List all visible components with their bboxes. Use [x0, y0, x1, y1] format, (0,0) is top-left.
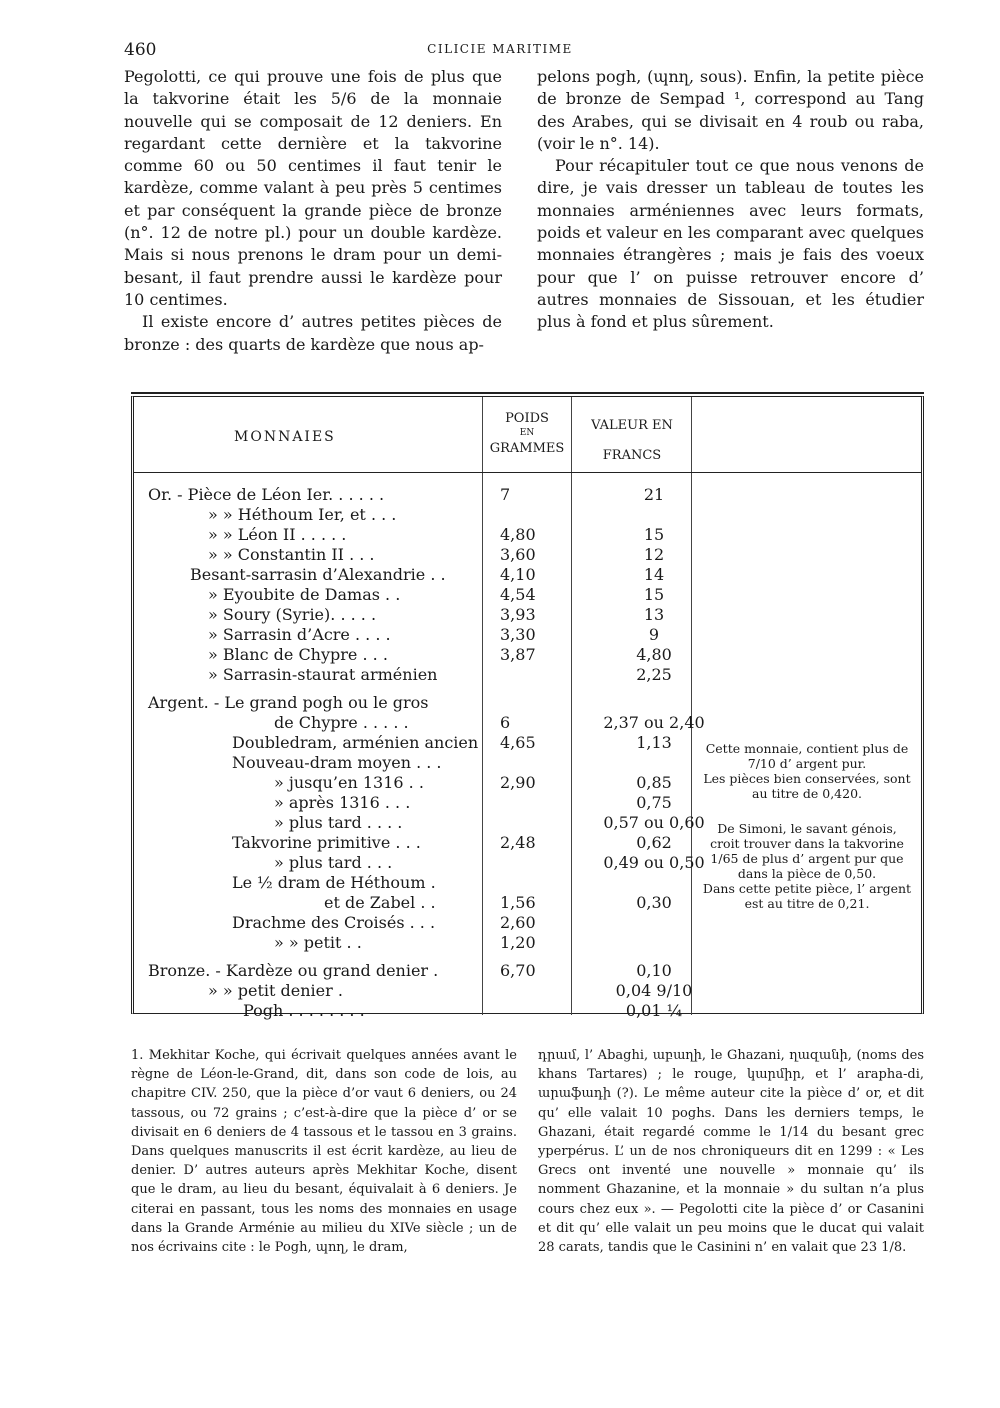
body-column-left	[124, 66, 502, 356]
table-row	[134, 1001, 921, 1021]
coin-name: Drachme des Croisés . . .	[232, 913, 436, 932]
coin-weight: 3,87	[500, 645, 536, 664]
coin-value: 2,25	[636, 665, 672, 684]
body-column-right	[537, 66, 924, 334]
coin-value: 0,85	[636, 773, 672, 792]
coin-value: 4,80	[636, 645, 672, 664]
coin-value: 15	[643, 585, 665, 604]
running-head: CILICIE MARITIME	[427, 42, 573, 56]
coin-weight: 2,60	[500, 913, 536, 932]
footnote-left: 1. Mekhitar Koche, qui écrivait quelques années avant le règne de Léon-le-Grand, dit, dans son code de lois, au chapitre CIV. 250, que la pièce d’or vaut 6 deniers, ou 24 tassous, ou 72 grains ; c’est-à-dire que la pièce d’ or se divisait en 6 deniers de 4 tassous et le tassou en 3 grains. Dans quelques manuscrits il est écrit kardèze, au lieu de denier. D’ autres auteurs après Mekhitar Koche, disent que le dram, au lieu du besant, équivalait à 6 deniers. Je citerai en passant, tous les noms des monnaies en usage dans la Grande Arménie au milieu du XIVe siècle ; un de nos écrivains cite : le Pogh, պող, le dram,	[131, 1048, 517, 1256]
page-number: 460	[124, 40, 157, 60]
coin-name: Argent. - Le grand pogh ou le gros	[148, 693, 429, 712]
coin-name: » Eyoubite de Damas . .	[208, 585, 401, 604]
coin-name: » » petit denier .	[208, 981, 343, 1000]
coin-name: » Soury (Syrie). . . . .	[208, 605, 377, 624]
coin-name: Or. - Pièce de Léon Ier. . . . . .	[148, 485, 385, 504]
table-row	[134, 981, 921, 1001]
paragraph: pelons pogh, (պող, sous). Enfin, la petite pièce de bronze de Sempad ¹, correspond au Tang des Arabes, qui se divisait en 4 roub ou raba, (voir le n°. 14).	[537, 67, 924, 153]
coin-name: Doubledram, arménien ancien	[232, 733, 479, 752]
coin-name: » » Léon II . . . . .	[208, 525, 347, 544]
table-row	[134, 605, 921, 625]
header-poids: POIDS EN GRAMMES	[489, 411, 565, 456]
coin-name: Takvorine primitive . . .	[232, 833, 421, 852]
coin-value: 21	[643, 485, 665, 504]
coin-value: 0,30	[636, 893, 672, 912]
paragraph: Pour récapituler tout ce que nous venons de dire, je vais dresser un tableau de toutes les monnaies arméniennes avec leurs formats, poids et valeur en les comparant avec quelques monnaies étrangères ; mais je fais des voeux pour que l’ on puisse retrouver encore d’ autres monnaies de Sissouan, et les étudier plus à fond et plus sûrement.	[537, 156, 924, 332]
coin-value: 12	[643, 545, 665, 564]
coin-name: Le ½ dram de Héthoum .	[232, 873, 436, 892]
table-note: De Simoni, le savant génois, croit trouver dans la takvorine 1/65 de plus d’ argent pur que dans la pièce de 0,50.	[710, 821, 904, 881]
table-row	[134, 913, 921, 933]
table-row	[134, 693, 921, 713]
header-monnaies: MONNAIES	[234, 429, 336, 445]
coin-name: de Chypre . . . . .	[274, 713, 409, 732]
coin-weight: 3,30	[500, 625, 536, 644]
coin-name: » après 1316 . . .	[274, 793, 411, 812]
coin-value: 0,62	[636, 833, 672, 852]
table-row	[134, 713, 921, 733]
coin-value: 14	[643, 565, 665, 584]
table-row	[134, 625, 921, 645]
table-row	[134, 961, 921, 981]
coin-weight: 6	[500, 713, 511, 732]
table-row	[134, 585, 921, 605]
coin-weight: 2,48	[500, 833, 536, 852]
coin-weight: 2,90	[500, 773, 536, 792]
paragraph: Il existe encore d’ autres petites pièces de bronze : des quarts de kardèze que nous ap-	[124, 312, 502, 354]
coin-value: 1,13	[636, 733, 672, 752]
coin-name: Besant-sarrasin d’Alexandrie . .	[190, 565, 446, 584]
coin-value: 15	[643, 525, 665, 544]
table-row	[134, 505, 921, 525]
table-note: Les pièces bien conservées, sont au titre de 0,420.	[703, 771, 911, 801]
coin-value: 13	[643, 605, 665, 624]
table-row	[134, 665, 921, 685]
coin-table	[131, 396, 924, 1020]
table-row	[134, 525, 921, 545]
coin-name: » Sarrasin d’Acre . . . .	[208, 625, 391, 644]
paragraph: Pegolotti, ce qui prouve une fois de plus que la takvorine était les 5/6 de la monnaie nouvelle qui se composait de 12 deniers. En regardant cette dernière et la takvorine comme 60 ou 50 centimes il faut tenir le kardèze, comme valant à peu près 5 centimes et par conséquent la grande pièce de bronze (n°. 12 de notre pl.) pour un double kardèze. Mais si nous prenons le dram pour un demi-besant, il faut prendre aussi le kardèze pour 10 centimes.	[124, 67, 502, 309]
coin-name: » Blanc de Chypre . . .	[208, 645, 388, 664]
coin-weight: 4,80	[500, 525, 536, 544]
coin-value: 9	[648, 625, 660, 644]
coin-value: 0,01 ¼	[625, 1001, 683, 1020]
coin-weight: 3,93	[500, 605, 536, 624]
coin-value: 2,37 ou 2,40	[603, 713, 705, 732]
table-note: Dans cette petite pièce, l’ argent est au titre de 0,21.	[702, 881, 912, 911]
coin-weight: 7	[500, 485, 511, 504]
header-rule	[134, 472, 921, 473]
coin-name: » plus tard . . . .	[274, 813, 403, 832]
coin-name: Bronze. - Kardèze ou grand denier .	[148, 961, 439, 980]
coin-name: Nouveau-dram moyen . . .	[232, 753, 442, 772]
coin-value: 0,49 ou 0,50	[603, 853, 705, 872]
coin-name: et de Zabel . .	[324, 893, 436, 912]
table-row	[134, 545, 921, 565]
table-row	[134, 485, 921, 505]
coin-weight: 1,56	[500, 893, 536, 912]
table-row	[134, 645, 921, 665]
coin-name: » » petit . .	[274, 933, 362, 952]
header-valeur: VALEUR EN FRANCS	[591, 418, 673, 463]
table-row	[134, 565, 921, 585]
coin-name: » Sarrasin-staurat arménien	[208, 665, 438, 684]
coin-name: » » Héthoum Ier, et . . .	[208, 505, 397, 524]
coin-value: 0,04 9/10	[615, 981, 693, 1000]
coin-weight: 3,60	[500, 545, 536, 564]
coin-name: » jusqu’en 1316 . .	[274, 773, 424, 792]
coin-weight: 4,65	[500, 733, 536, 752]
coin-value: 0,10	[636, 961, 672, 980]
coin-value: 0,57 ou 0,60	[603, 813, 705, 832]
coin-name: Pogh . . . . . . . .	[243, 1001, 365, 1020]
table-row	[134, 933, 921, 953]
coin-weight: 1,20	[500, 933, 536, 952]
table-top-rule	[131, 392, 924, 394]
coin-weight: 4,54	[500, 585, 536, 604]
coin-name: » » Constantin II . . .	[208, 545, 375, 564]
coin-value: 0,75	[636, 793, 672, 812]
coin-name: » plus tard . . .	[274, 853, 393, 872]
footnote-right: դրամ, l’ Abaghi, աբաղի, le Ghazani, ղազանի, (noms des khans Tartares) ; le rouge, կարմիր, et l’ arapha-di, արաֆադի (?). Le même auteur cite la pièce d’ or, et dit qu’ elle valait 10 poghs. Dans les derniers temps, le Ghazani, était regardé comme le 1/14 du besant grec yperpérus. L’ un de nos chroniqueurs dit en 1299 : « Les Grecs ont inventé une nouvelle » monnaie qu’ ils nomment Ghazanine, et la monnaie » du sultan n’a plus cours chez eux ». — Pegolotti cite la pièce d’ or Casanini et dit qu’ elle valait un peu moins que le ducat qui valait 28 carats, tandis que le Casinini n’ en valait que 23 1/8.	[538, 1048, 924, 1256]
table-note: Cette monnaie, contient plus de 7/10 d’ argent pur.	[705, 741, 909, 771]
coin-weight: 4,10	[500, 565, 536, 584]
coin-weight: 6,70	[500, 961, 536, 980]
